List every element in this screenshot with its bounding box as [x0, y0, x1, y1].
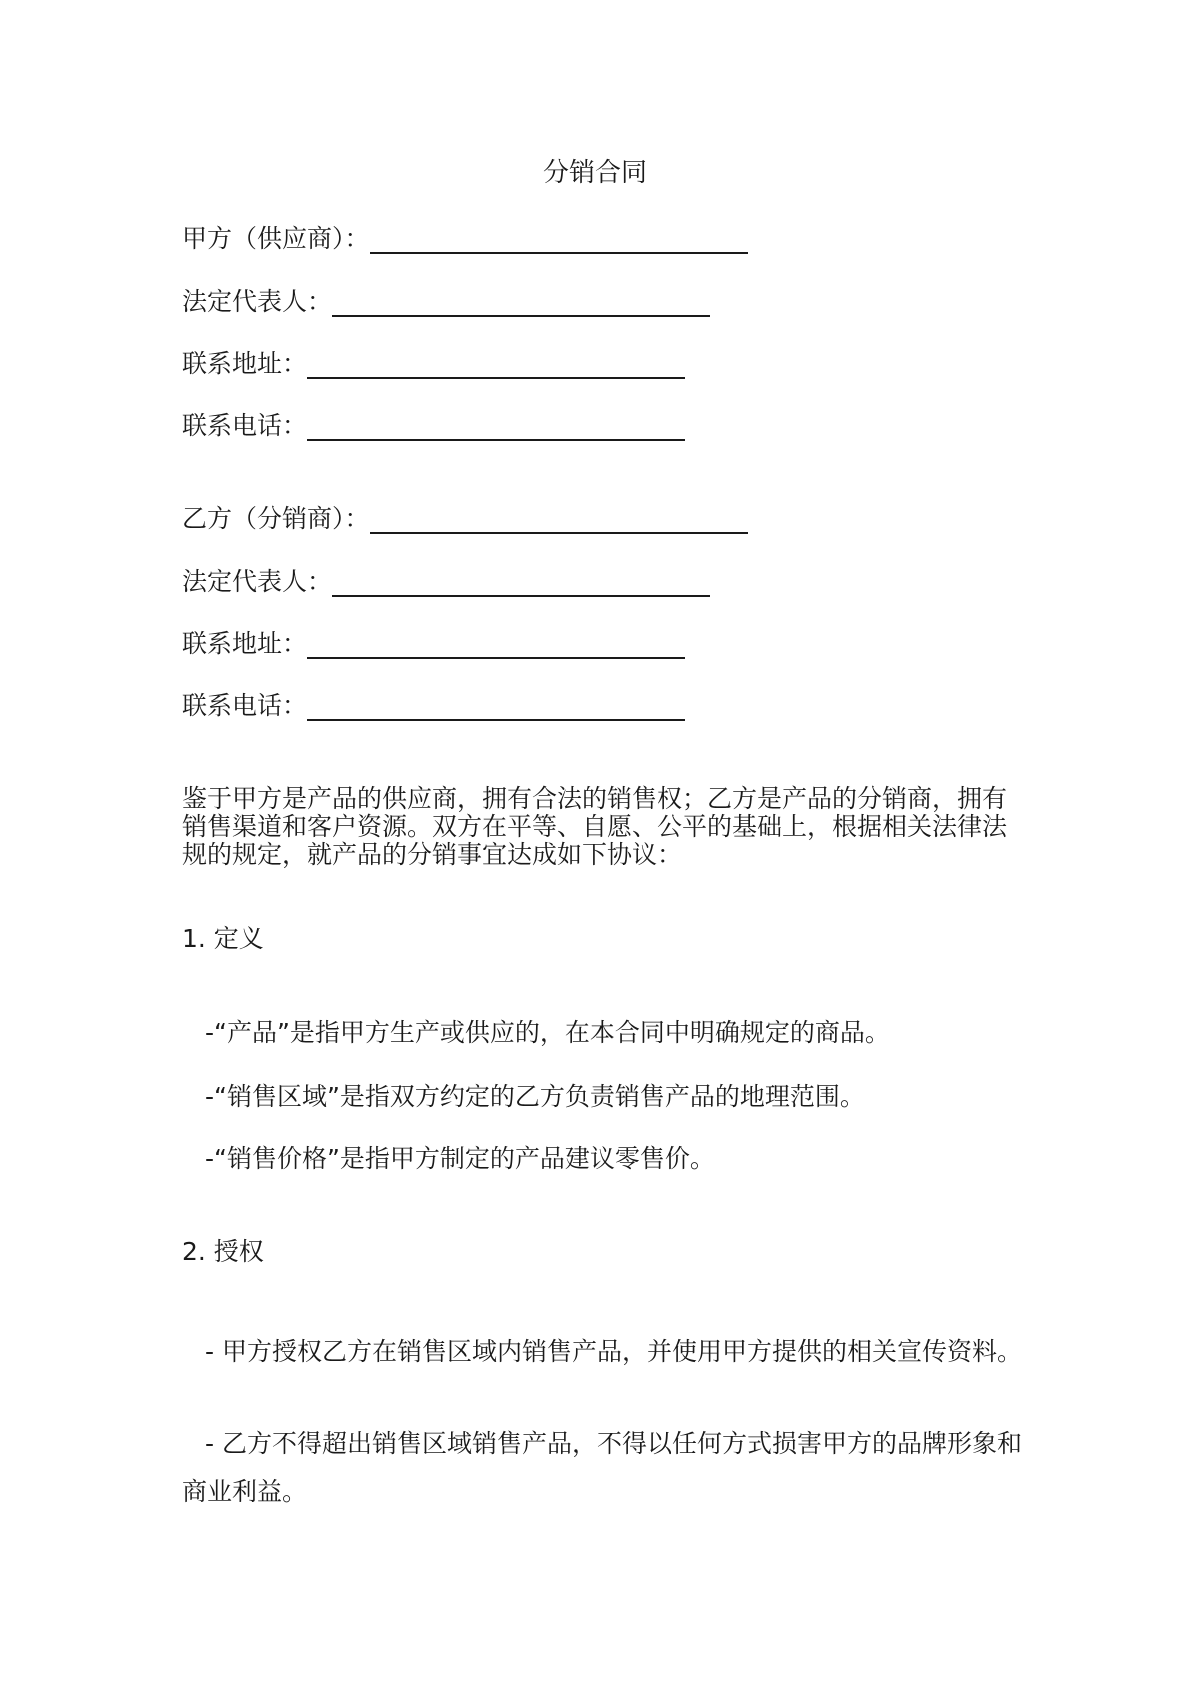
party-b-address-blank [307, 627, 685, 659]
party-a-address-label: 联系地址： [182, 349, 308, 378]
party-a-address-field [182, 345, 685, 381]
party-b-legal-rep-label: 法定代表人： [182, 567, 333, 596]
preamble-paragraph: 鉴于甲方是产品的供应商，拥有合法的销售权；乙方是产品的分销商，拥有销售渠道和客户资源。双方在平等、自愿、公平的基础上，根据相关法律法规的规定，就产品的分销事宜达成如下协议： [182, 784, 1008, 869]
party-b-phone-blank [307, 689, 685, 721]
list-item: -“产品”是指甲方生产或供应的，在本合同中明确规定的商品。 [205, 1018, 890, 1047]
document-title: 分销合同 [542, 158, 647, 188]
party-a-legal-rep-blank [332, 285, 710, 317]
party-b-name-blank [370, 502, 748, 534]
list-item: -“销售价格”是指甲方制定的产品建议零售价。 [205, 1144, 715, 1173]
list-item: - 甲方授权乙方在销售区域内销售产品，并使用甲方提供的相关宣传资料。 [205, 1337, 1022, 1366]
party-a-legal-rep-field [182, 283, 710, 319]
party-b-address-field [182, 625, 685, 661]
section-heading-definitions: 1. 定义 [182, 924, 264, 953]
party-a-legal-rep-label: 法定代表人： [182, 287, 333, 316]
party-b-legal-rep-field [182, 563, 710, 599]
party-a-phone-blank [307, 409, 685, 441]
party-a-phone-field [182, 407, 685, 443]
party-b-phone-field [182, 687, 685, 723]
party-a-phone-label: 联系电话： [182, 411, 308, 440]
party-b-address-label: 联系地址： [182, 629, 308, 658]
party-b-legal-rep-blank [332, 565, 710, 597]
section-heading-authorization: 2. 授权 [182, 1237, 264, 1266]
party-a-name-field [182, 220, 748, 256]
party-b-name-label: 乙方（分销商）： [182, 504, 370, 533]
party-b-phone-label: 联系电话： [182, 691, 308, 720]
party-b-name-field [182, 500, 748, 536]
list-item: -“销售区域”是指双方约定的乙方负责销售产品的地理范围。 [205, 1082, 865, 1111]
list-item: - 乙方不得超出销售区域销售产品，不得以任何方式损害甲方的品牌形象和商业利益。 [182, 1429, 1022, 1506]
party-a-name-label: 甲方（供应商）： [182, 224, 370, 253]
party-a-address-blank [307, 347, 685, 379]
party-a-name-blank [370, 222, 748, 254]
